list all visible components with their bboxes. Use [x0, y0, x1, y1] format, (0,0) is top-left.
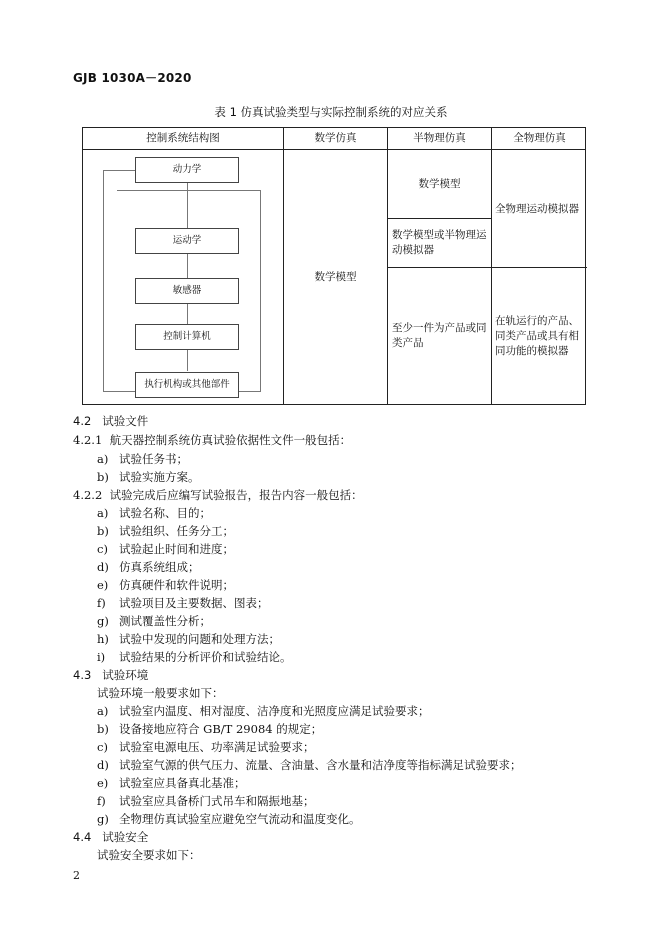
header-math-sim: 数学仿真: [314, 132, 357, 144]
header-semi-physical-sim: 半物理仿真: [413, 132, 466, 144]
semi-physical-cell-3: 至少一件为产品或同类产品: [392, 322, 487, 349]
header-full-physical-sim: 全物理仿真: [513, 132, 566, 144]
list-item: e) 试验室应具备真北基准；: [97, 776, 246, 790]
header-structure-diagram: 控制系统结构图: [146, 132, 220, 144]
list-item: d) 试验室气源的供气压力、流量、含油量、含水量和洁净度等指标满足试验要求；: [97, 758, 522, 772]
feedback-line: [103, 170, 135, 171]
document-code: GJB 1030A－2020: [73, 71, 192, 85]
connector-line: [187, 304, 188, 324]
list-item: a) 试验任务书；: [97, 452, 188, 466]
list-item: a) 试验名称、目的；: [97, 506, 211, 520]
table-divider: [387, 218, 491, 219]
feedback-line: [103, 170, 104, 391]
table-divider: [387, 267, 587, 268]
section-heading: 4.3 试验环境: [73, 668, 149, 682]
list-item: f) 试验室应具备桥门式吊车和隔振地基；: [97, 794, 315, 808]
table-divider: [387, 128, 388, 404]
connector-line: [187, 350, 188, 371]
section-heading: 4.4 试验安全: [73, 830, 149, 844]
semi-physical-cell-2: 数学模型或半物理运动模拟器: [392, 229, 487, 256]
feedback-line: [103, 391, 135, 392]
dynamics-block: 动力学: [135, 157, 239, 183]
math-sim-cell: 数学模型: [314, 271, 357, 283]
list-item: b) 试验组织、任务分工；: [97, 524, 234, 538]
list-item: b) 试验实施方案。: [97, 470, 200, 484]
page-number: 2: [73, 869, 80, 882]
section-heading: 4.2 试验文件: [73, 414, 149, 428]
clause: 4.2.2 试验完成后应编写试验报告，报告内容一般包括：: [73, 488, 363, 502]
list-item: c) 试验起止时间和进度；: [97, 542, 234, 556]
control-computer-block: 控制计算机: [135, 324, 239, 350]
paragraph: 试验环境一般要求如下：: [97, 686, 224, 700]
list-item: h) 试验中发现的问题和处理方法；: [97, 632, 280, 646]
list-item: i) 试验结果的分析评价和试验结论。: [97, 650, 292, 664]
loop-line: [117, 190, 261, 191]
connector-line: [187, 254, 188, 278]
list-item: c) 试验室电源电压、功率满足试验要求；: [97, 740, 315, 754]
clause: 4.2.1 航天器控制系统仿真试验依据性文件一般包括：: [73, 433, 352, 447]
kinematics-block: 运动学: [135, 228, 239, 254]
loop-line: [260, 190, 261, 391]
connector-line: [187, 183, 188, 228]
list-item: d) 仿真系统组成；: [97, 560, 200, 574]
list-item: b) 设备接地应符合 GB/T 29084 的规定；: [97, 722, 323, 736]
list-item: f) 试验项目及主要数据、图表；: [97, 596, 269, 610]
correspondence-table: [82, 127, 586, 405]
list-item: g) 全物理仿真试验室应避免空气流动和温度变化。: [97, 812, 361, 826]
table-divider: [491, 128, 492, 404]
loop-line: [239, 391, 261, 392]
paragraph: 试验安全要求如下：: [97, 848, 201, 862]
full-physical-cell-1: 全物理运动模拟器: [495, 203, 579, 215]
list-item: e) 仿真硬件和软件说明；: [97, 578, 234, 592]
full-physical-cell-2: 在轨运行的产品、同类产品或具有相同功能的模拟器: [495, 315, 579, 357]
control-system-diagram: [83, 150, 284, 406]
table-caption: 表 1 仿真试验类型与实际控制系统的对应关系: [214, 105, 448, 119]
semi-physical-cell-1: 数学模型: [418, 178, 461, 190]
list-item: g) 测试覆盖性分析；: [97, 614, 211, 628]
list-item: a) 试验室内温度、相对湿度、洁净度和光照度应满足试验要求；: [97, 704, 430, 718]
sensor-block: 敏感器: [135, 278, 239, 304]
actuator-block: 执行机构或其他部件: [135, 372, 239, 398]
